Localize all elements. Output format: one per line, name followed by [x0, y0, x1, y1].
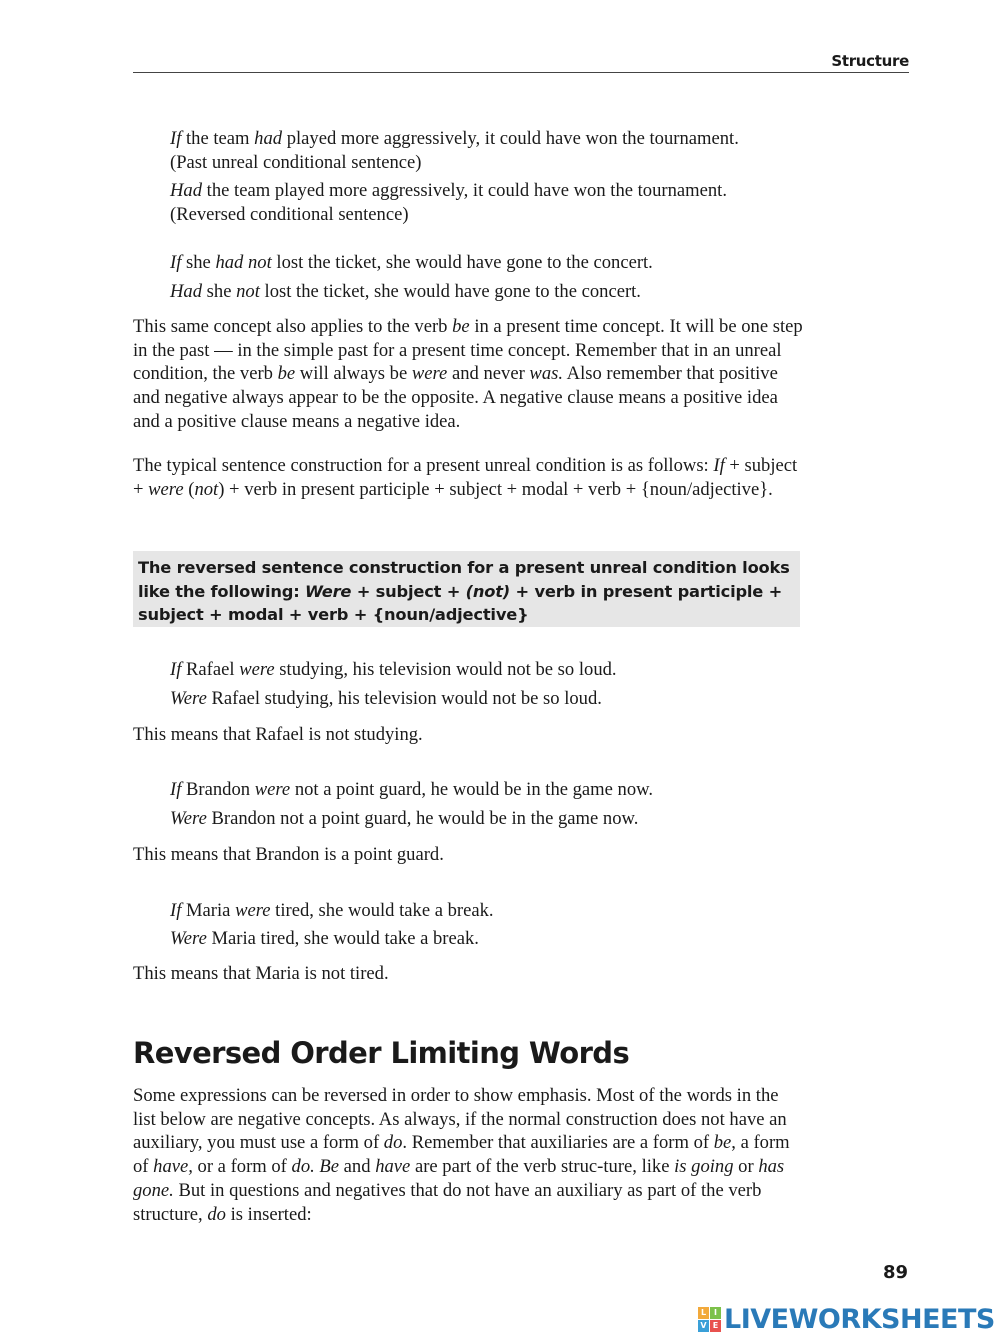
running-head — [133, 52, 909, 73]
example-rafael-were: Were Rafael studying, his television would not be so loud. — [170, 688, 602, 709]
liveworksheets-icon: L I V E — [698, 1307, 721, 1332]
meaning-brandon: This means that Brandon is a point guard. — [133, 844, 444, 865]
example-past-unreal: If the team had played more aggressively, it could have won the tournament. (Past unreal conditional sentence) — [170, 128, 739, 173]
example-rafael-if: If Rafael were studying, his television would not be so loud. — [170, 659, 617, 680]
page-number: 89 — [882, 1262, 908, 1283]
example-reversed-negative: Had she not lost the ticket, she would have gone to the concert. — [170, 281, 641, 302]
section-label: Structure — [831, 52, 909, 70]
example-label: (Reversed conditional sentence) — [170, 203, 409, 225]
paragraph-be-verb: This same concept also applies to the verb be in a present time concept. It will be one step in the past — in the simple past for a present time concept. Remember that in an unreal condition, the verb be will always be were and never was. Also remember that positive and negative always appear to be the opposite. A negative clause means a positive idea and a positive clause means a negative idea. — [133, 316, 803, 432]
example-maria-if: If Maria were tired, she would take a break. — [170, 900, 494, 921]
section-heading: Reversed Order Limiting Words — [133, 1036, 630, 1070]
paragraph-typical-construction: The typical sentence construction for a present unreal condition is as follows: If + subject + were (not) + verb in present participle + subject + modal + verb + {noun/adjective}. — [133, 455, 798, 500]
example-label: (Past unreal conditional sentence) — [170, 151, 422, 173]
example-maria-were: Were Maria tired, she would take a break. — [170, 928, 479, 949]
example-reversed: Had the team played more aggressively, it could have won the tournament. (Reversed conditional sentence) — [170, 180, 727, 225]
liveworksheets-logo[interactable] — [698, 1304, 995, 1334]
paragraph-limiting-words: Some expressions can be reversed in order to show emphasis. Most of the words in the list below are negative concepts. As always, if the normal construction does not have an auxiliary, you must use a form of do. Remember that auxiliaries are a form of be, a form of have, or a form of do. Be and have are part of the verb struc-ture, like is going or has gone. But in questions and negatives that do not have an auxiliary as part of the verb structure, do is inserted: — [133, 1085, 790, 1225]
meaning-maria: This means that Maria is not tired. — [133, 963, 389, 984]
brand-name: LIVEWORKSHEETS — [724, 1303, 995, 1335]
example-brandon-were: Were Brandon not a point guard, he would be in the game now. — [170, 808, 639, 829]
example-past-unreal-negative: If she had not lost the ticket, she would have gone to the concert. — [170, 252, 653, 273]
example-brandon-if: If Brandon were not a point guard, he would be in the game now. — [170, 779, 654, 800]
note-box-reversed-construction: The reversed sentence construction for a present unreal condition looks like the following: Were + subject + (not) + verb in present participle + subject + modal + verb + {noun/adjective} — [133, 551, 800, 627]
meaning-rafael: This means that Rafael is not studying. — [133, 724, 423, 745]
